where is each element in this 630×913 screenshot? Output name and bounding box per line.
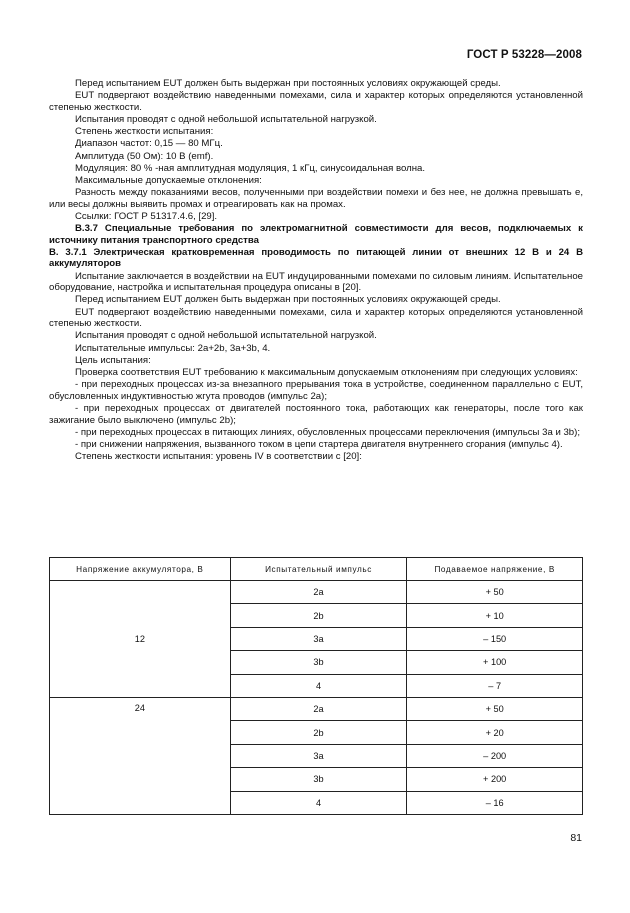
paragraph: Испытательные импульсы: 2а+2b, 3а+3b, 4. <box>75 342 271 354</box>
subsection-heading: В. 3.7.1 Электрическая кратковременная проводимость по питающей линии от внешних 12 В и 24 В аккумуляторов <box>49 246 583 270</box>
paragraph: EUT подвергают воздействию наведенными помехами, сила и характер которых определяются установленной степенью жесткости. <box>49 90 583 113</box>
column-header: Подаваемое напряжение, В <box>407 558 583 581</box>
pulse-cell: 3a <box>230 627 407 650</box>
table-header-row <box>50 558 583 581</box>
paragraph: Модуляция: 80 % -ная амплитудная модуляция, 1 кГц, синусоидальная волна. <box>75 162 426 174</box>
table-row <box>50 581 583 604</box>
pulse-cell: 2a <box>230 581 407 604</box>
applied-voltage-cell: + 10 <box>407 604 583 627</box>
list-item: - при переходных процессах из-за внезапного прерывания тока в устройстве, соединенном параллельно с EUT, обусловленных индуктивностью жгута проводов (импульс 2а); <box>49 379 583 402</box>
applied-voltage-cell: – 150 <box>407 627 583 650</box>
paragraph: Степень жесткости испытания: <box>75 126 214 138</box>
table-row <box>50 697 583 720</box>
paragraph: Испытания проводят с одной небольшой испытательной нагрузкой. <box>75 113 377 125</box>
paragraph: Испытание заключается в воздействии на EUT индуцированными помехами по силовым линиям. Испытательное оборудование, настройка и испытательная процедура описаны в [20]. <box>49 270 583 294</box>
applied-voltage-cell: – 7 <box>407 674 583 697</box>
column-header: Напряжение аккумулятора, В <box>50 558 231 581</box>
applied-voltage-cell: + 200 <box>407 768 583 791</box>
applied-voltage-cell: + 20 <box>407 721 583 744</box>
pulse-cell: 3a <box>230 744 407 767</box>
applied-voltage-cell: – 200 <box>407 744 583 767</box>
paragraph: Испытания проводят с одной небольшой испытательной нагрузкой. <box>75 330 377 342</box>
pulse-cell: 2a <box>230 697 407 720</box>
paragraph: Максимальные допускаемые отклонения: <box>75 174 262 186</box>
applied-voltage-cell: + 100 <box>407 651 583 674</box>
list-item: - при переходных процессах от двигателей постоянного тока, работающих как генераторы, после того как зажигание было выключено (импульс 2b); <box>49 402 583 426</box>
paragraph: Разность между показаниями весов, полученными при воздействии помехи и без нее, не должна превышать e, или весы должны выявить промах и отреагировать как на промах. <box>49 187 583 210</box>
document-id-header: ГОСТ Р 53228—2008 <box>466 49 582 61</box>
paragraph: Проверка соответствия EUT требованию к максимальным допускаемым отклонениям при следующих условиях: <box>75 366 578 378</box>
paragraph: Перед испытанием EUT должен быть выдержан при постоянных условиях окружающей среды. <box>75 78 501 89</box>
list-item: - при снижении напряжения, вызванного током в цепи стартера двигателя внутреннего сгорания (импульс 4). <box>75 438 563 450</box>
pulse-table <box>49 557 583 815</box>
pulse-cell: 4 <box>230 674 407 697</box>
pulse-cell: 2b <box>230 604 407 627</box>
paragraph: Диапазон частот: 0,15 — 80 МГц. <box>75 138 223 150</box>
paragraph: Цель испытания: <box>75 354 151 366</box>
body-text <box>49 78 583 463</box>
pulse-cell: 3b <box>230 768 407 791</box>
pulse-cell: 3b <box>230 651 407 674</box>
paragraph: Амплитуда (50 Ом): 10 В (emf). <box>75 150 214 162</box>
battery-voltage-cell: 24 <box>50 697 231 814</box>
applied-voltage-cell: + 50 <box>407 581 583 604</box>
applied-voltage-cell: – 16 <box>407 791 583 814</box>
column-header: Испытательный импульс <box>230 558 407 581</box>
paragraph: EUT подвергают воздействию наведенными помехами, сила и характер которых определяются установленной степенью жесткости. <box>49 306 583 330</box>
page-number: 81 <box>570 832 582 844</box>
paragraph: Степень жесткости испытания: уровень IV в соответствии с [20]: <box>75 451 362 463</box>
paragraph: Ссылки: ГОСТ Р 51317.4.6, [29]. <box>75 210 218 222</box>
applied-voltage-cell: + 50 <box>407 697 583 720</box>
paragraph: Перед испытанием EUT должен быть выдержан при постоянных условиях окружающей среды. <box>75 294 501 306</box>
pulse-cell: 4 <box>230 791 407 814</box>
pulse-cell: 2b <box>230 721 407 744</box>
section-heading: В.3.7 Специальные требования по электромагнитной совместимости для весов, подключаемых к источнику питания транспортного средства <box>49 223 583 246</box>
list-item: - при переходных процессах в питающих линиях, обусловленных процессами переключения (импульсы 3а и 3b); <box>75 426 581 438</box>
battery-voltage-cell: 12 <box>50 581 231 698</box>
